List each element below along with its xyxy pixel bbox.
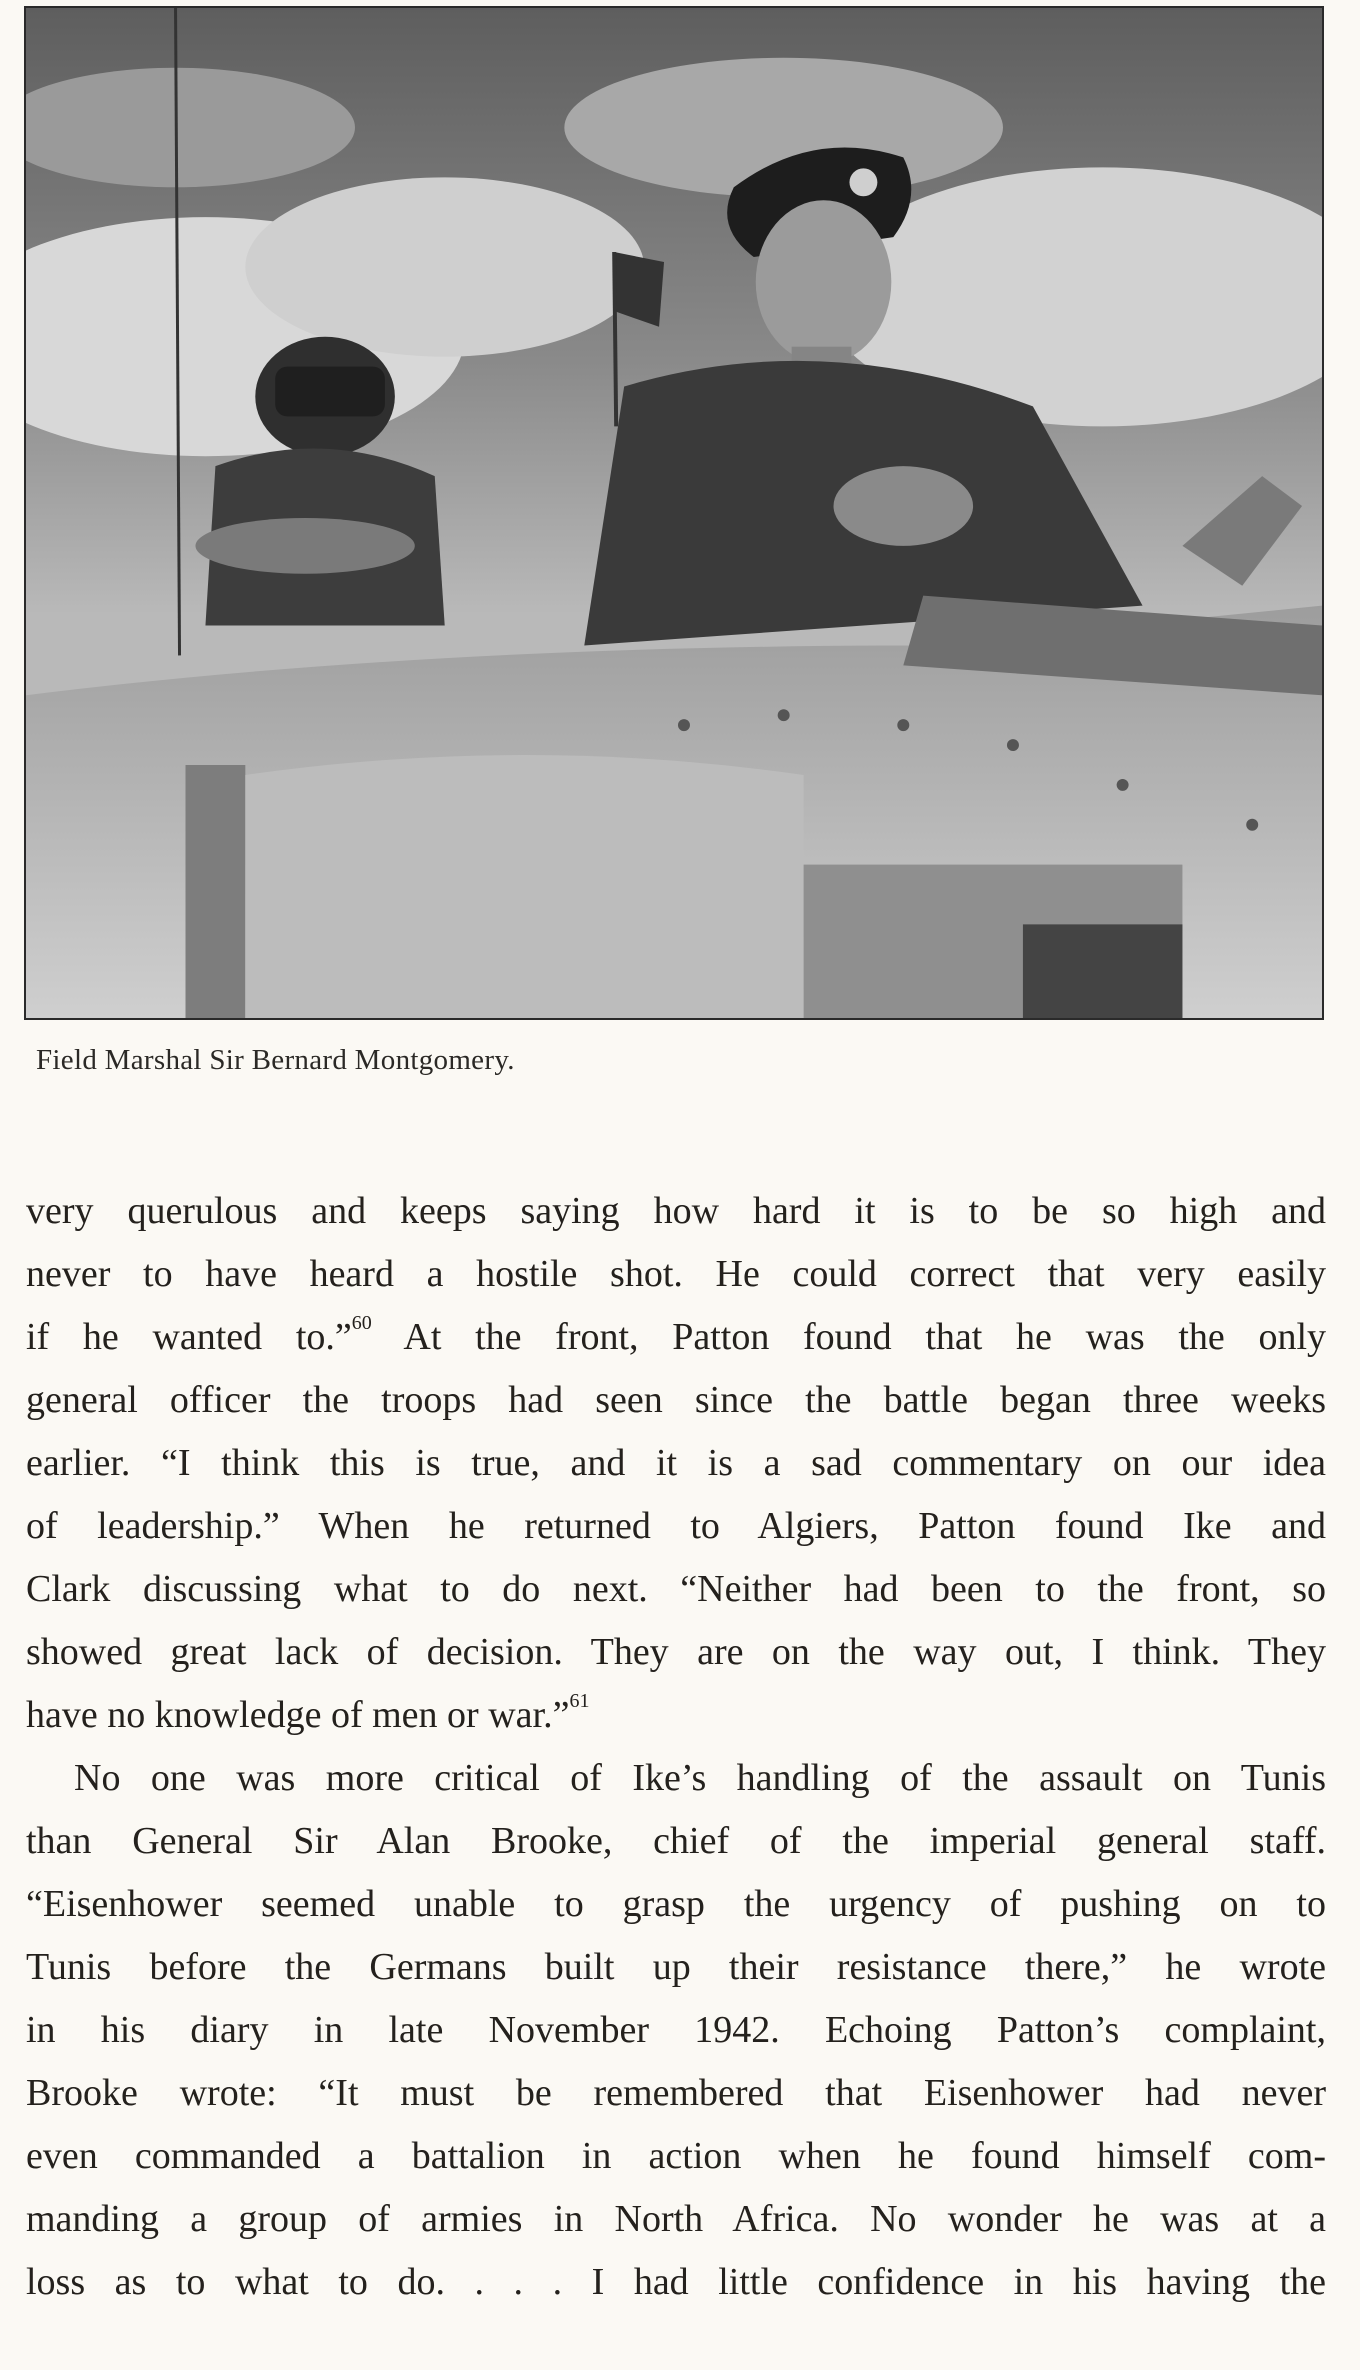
text-line: “Eisenhower seemed unable to grasp the urgency of pushing on to [26,1883,1326,1925]
text-line: No one was more critical of Ike’s handling of the assault on Tunis [74,1757,1326,1799]
text-line: Tunis before the Germans built up their resistance there,” he wrote [26,1946,1326,1988]
text-line: general officer the troops had seen since the battle began three weeks [26,1379,1326,1421]
text-segment: At the front, Patton found that he was the only [371,1316,1327,1358]
text-line: Clark discussing what to do next. “Neither had been to the front, so [26,1568,1326,1610]
footnote-ref: 61 [569,1690,590,1713]
text-line: than General Sir Alan Brooke, chief of the imperial general staff. [26,1820,1326,1862]
text-segment: if he wanted to.” [26,1316,352,1358]
paragraph [26,1180,1326,1747]
text-line: showed great lack of decision. They are on the way out, I think. They [26,1631,1326,1673]
text-line: Brooke wrote: “It must be remembered that Eisenhower had never [26,2072,1326,2114]
paragraph [26,1747,1326,2314]
text-line: manding a group of armies in North Africa. No wonder he was at a [26,2198,1326,2240]
photograph [24,6,1324,1020]
text-line [26,1306,1326,1369]
text-line: earlier. “I think this is true, and it is a sad commentary on our idea [26,1442,1326,1484]
text-line [26,1684,1326,1747]
text-line: very querulous and keeps saying how hard it is to be so high and [26,1190,1326,1232]
figure-caption: Field Marshal Sir Bernard Montgomery. [36,1044,515,1076]
text-line: never to have heard a hostile shot. He could correct that very easily [26,1253,1326,1295]
text-line: in his diary in late November 1942. Echoing Patton’s complaint, [26,2009,1326,2051]
montgomery-tank-photo [26,8,1322,1018]
footnote-ref: 60 [351,1312,372,1335]
body-text [26,1180,1326,2314]
text-segment: have no knowledge of men or war.” [26,1694,570,1736]
text-line: loss as to what to do. . . . I had little confidence in his having the [26,2261,1326,2303]
text-line: even commanded a battalion in action when he found himself com- [26,2135,1326,2177]
text-line: of leadership.” When he returned to Algiers, Patton found Ike and [26,1505,1326,1547]
